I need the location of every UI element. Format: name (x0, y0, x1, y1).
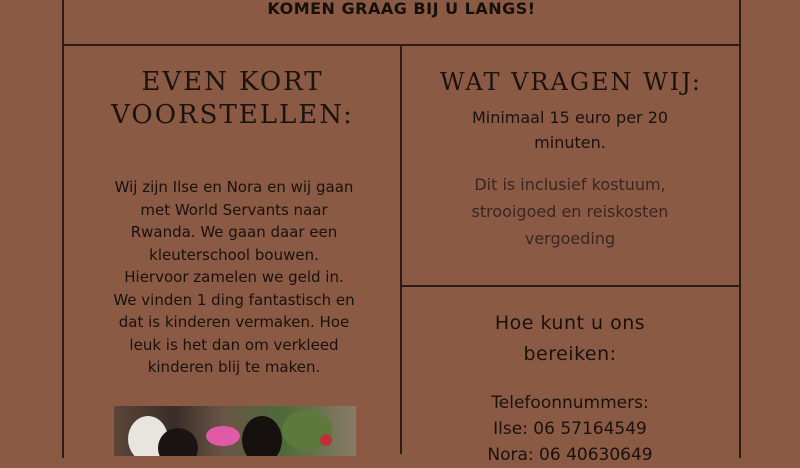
includes-line: vergoeding (524, 229, 616, 248)
ask-heading: WAT VRAGEN WIJ: (439, 68, 703, 96)
intro-text-line: Hiervoor zamelen we geld in. (124, 268, 344, 286)
includes-text (430, 171, 710, 252)
banner-title: KOMEN GRAAG BIJ U LANGS! (267, 0, 536, 18)
phone-nora: Nora: 06 40630649 (487, 445, 653, 465)
phone-ilse: Ilse: 06 57164549 (493, 419, 647, 439)
includes-line: strooigoed en reiskosten (471, 202, 669, 221)
intro-text-line: Rwanda. We gaan daar een (130, 223, 338, 241)
intro-text-line: leuk is het dan om verkleed (129, 335, 339, 354)
contact-heading-line: bereiken: (523, 343, 617, 365)
includes-line: Dit is inclusief kostuum, (474, 175, 666, 194)
intro-heading (64, 66, 401, 132)
intro-text-line: kleuterschool bouwen. (149, 245, 319, 264)
photo-figure-dark (158, 428, 198, 456)
contact-heading (420, 308, 720, 370)
phone-label: Telefoonnummers: (491, 393, 649, 413)
price-line: minuten. (534, 132, 606, 152)
intro-heading-line: VOORSTELLEN: (111, 100, 354, 130)
intro-text-line: kinderen blij te maken. (147, 358, 321, 376)
intro-heading-line: EVEN KORT (141, 67, 324, 97)
contact-heading-line: Hoe kunt u ons (494, 312, 646, 334)
photo-feather-pink (206, 426, 240, 446)
photo-figure-dark-2 (242, 416, 282, 456)
right-section-divider (402, 285, 739, 287)
intro-text (84, 176, 384, 379)
phone-numbers (420, 390, 720, 468)
intro-text-line: dat is kinderen vermaken. Hoe (118, 313, 350, 331)
intro-text-line: Wij zijn Ilse en Nora en wij gaan (114, 178, 354, 196)
costume-photo (114, 406, 356, 456)
price-text (430, 106, 710, 155)
price-line: Minimaal 15 euro per 20 (471, 108, 669, 127)
photo-flower-red (320, 434, 332, 446)
intro-text-line: We vinden 1 ding fantastisch en (113, 290, 355, 309)
intro-text-line: met World Servants naar (140, 200, 328, 219)
